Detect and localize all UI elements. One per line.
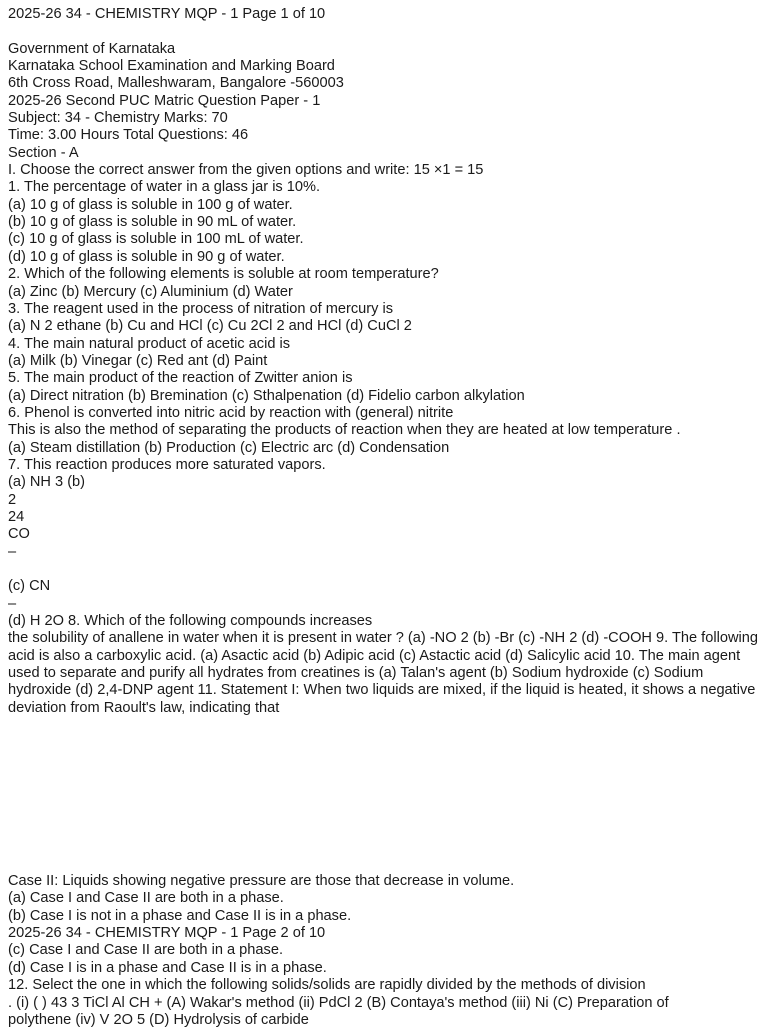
q7-fragment: 2	[8, 491, 17, 508]
section-instruction: I. Choose the correct answer from the given options and write: 15 ×1 = 15	[8, 162, 484, 179]
q1-option-a: (a) 10 g of glass is soluble in 100 g of water.	[8, 196, 293, 213]
q7-option-a: (a) NH 3 (b)	[8, 474, 86, 491]
q4-options: (a) Milk (b) Vinegar (c) Red ant (d) Paint	[8, 352, 268, 369]
q1-option-d: (d) 10 g of glass is soluble in 90 g of water.	[8, 248, 285, 265]
paper-title: 2025-26 Second PUC Matric Question Paper - 1	[8, 92, 321, 109]
q5-options: (a) Direct nitration (b) Bremination (c) Sthalpenation (d) Fidelio carbon alkylation	[8, 387, 525, 404]
q11-case-2: Case II: Liquids showing negative pressure are those that decrease in volume.	[8, 873, 515, 890]
q7-option-c: (c) CN	[8, 578, 51, 595]
q12-line-2: . (i) ( ) 43 3 TiCl Al CH + (A) Wakar's method (ii) PdCl 2 (B) Contaya's method (iii) Ni (C) Preparation of	[8, 994, 669, 1011]
question-6: 6. Phenol is converted into nitric acid by reaction with (general) nitrite	[8, 404, 454, 421]
section-title: Section - A	[8, 144, 79, 161]
q7-fragment: –	[8, 595, 17, 612]
blank-space	[8, 717, 760, 873]
government-line: Government of Karnataka	[8, 40, 176, 57]
q6-options: (a) Steam distillation (b) Production (c) Electric arc (d) Condensation	[8, 439, 450, 456]
q7-fragment: CO	[8, 526, 30, 543]
document-page	[8, 6, 760, 1029]
q12-line-3: polythene (iv) V 2O 5 (D) Hydrolysis of carbide	[8, 1011, 309, 1028]
q11-option-a: (a) Case I and Case II are both in a phase.	[8, 890, 284, 907]
q7-fragment: –	[8, 543, 17, 560]
time-line: Time: 3.00 Hours Total Questions: 46	[8, 127, 249, 144]
blank-line	[8, 561, 760, 578]
question-12: 12. Select the one in which the following solids/solids are rapidly divided by the methods of division	[8, 977, 646, 994]
question-2: 2. Which of the following elements is soluble at room temperature?	[8, 266, 439, 283]
question-4: 4. The main natural product of acetic acid is	[8, 335, 291, 352]
q11-option-d: (d) Case I is in a phase and Case II is in a phase.	[8, 959, 327, 976]
question-1: 1. The percentage of water in a glass jar is 10%.	[8, 179, 321, 196]
q2-options: (a) Zinc (b) Mercury (c) Aluminium (d) Water	[8, 283, 293, 300]
page-header: 2025-26 34 - CHEMISTRY MQP - 1 Page 1 of 10	[8, 6, 326, 22]
board-address: 6th Cross Road, Malleshwaram, Bangalore -560003	[8, 75, 344, 92]
q7-fragment: 24	[8, 508, 25, 525]
q11-option-c: (c) Case I and Case II are both in a phase.	[8, 942, 284, 959]
page-2-header: 2025-26 34 - CHEMISTRY MQP - 1 Page 2 of 10	[8, 925, 326, 942]
question-6-continued: This is also the method of separating the products of reaction when they are heated at low temperature .	[8, 422, 681, 439]
q3-options: (a) N 2 ethane (b) Cu and HCl (c) Cu 2Cl 2 and HCl (d) CuCl 2	[8, 318, 412, 335]
q1-option-c: (c) 10 g of glass is soluble in 100 mL of water.	[8, 231, 304, 248]
questions-8-to-11-paragraph: the solubility of anallene in water when it is present in water ? (a) -NO 2 (b) -Br (c) -NH 2 (d) -COOH 9. The following acid is also a carboxylic acid. (a) Asactic acid (b) Adipic acid (c) Astactic acid (d) Salicylic acid 10. The main agent used to separate and purify all hydrates from creatines is (a) Talan's agent (b) Sodium hydroxide (c) Sodium hydroxide (d) 2,4-DNP agent 11. Statement I: When two liquids are mixed, if the liquid is heated, it shows a negative deviation from Raoult's law, indicating that	[8, 630, 758, 716]
question-3: 3. The reagent used in the process of nitration of mercury is	[8, 300, 394, 317]
question-7: 7. This reaction produces more saturated vapors.	[8, 456, 326, 473]
blank-line	[8, 23, 760, 40]
q7-option-d-and-question-8: (d) H 2O 8. Which of the following compounds increases	[8, 613, 373, 630]
board-name: Karnataka School Examination and Marking Board	[8, 58, 335, 75]
q1-option-b: (b) 10 g of glass is soluble in 90 mL of water.	[8, 214, 297, 231]
question-5: 5. The main product of the reaction of Zwitter anion is	[8, 370, 353, 387]
subject-line: Subject: 34 - Chemistry Marks: 70	[8, 110, 228, 127]
q11-option-b: (b) Case I is not in a phase and Case II is in a phase.	[8, 907, 352, 924]
